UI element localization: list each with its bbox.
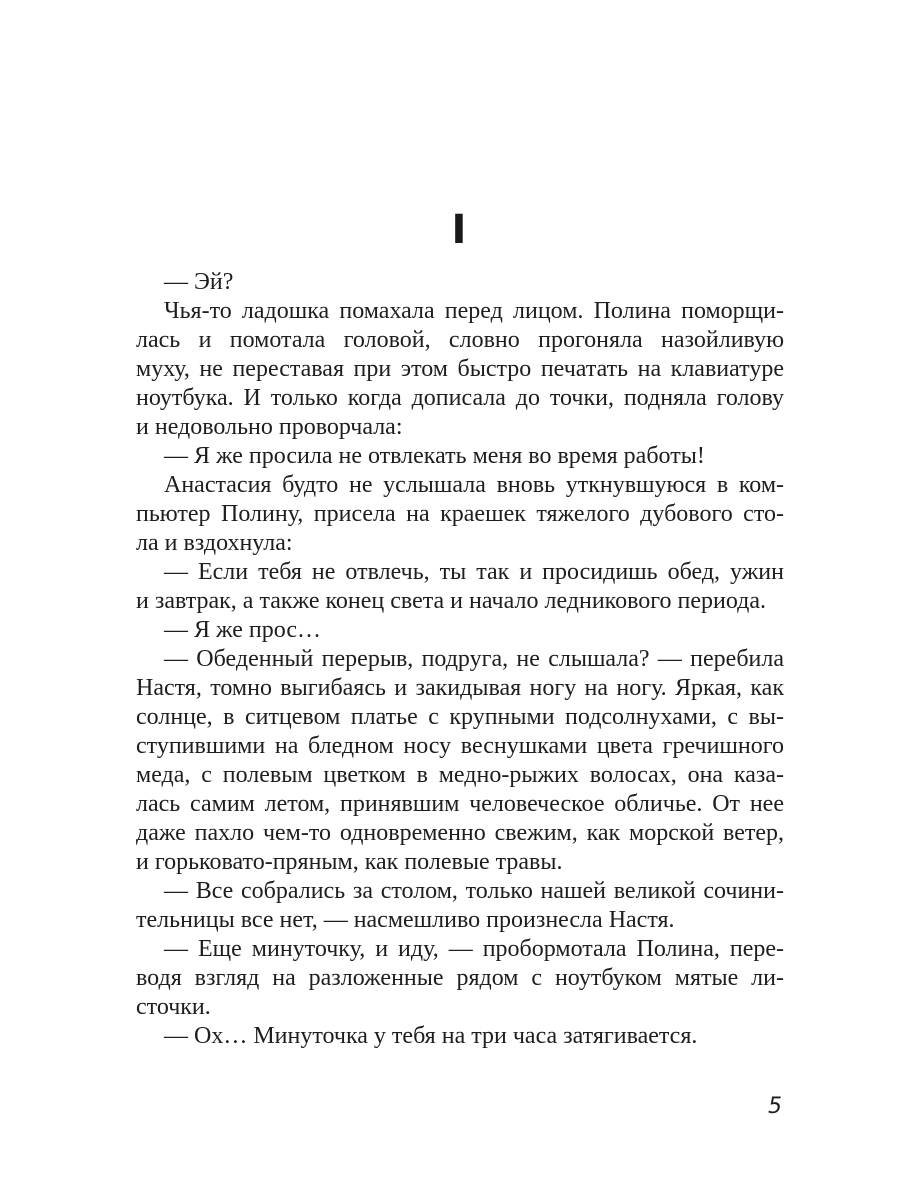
text-line: ступившими на бледном носу веснушками цвета гречишного [136, 733, 784, 759]
paragraph-dialogue [136, 616, 784, 645]
text-line: — Я же прос… [164, 617, 322, 643]
paragraph-dialogue [136, 935, 784, 1022]
text-line: — Я же просила не отвлекать меня во время работы! [164, 443, 705, 469]
text-line: солнце, в ситцевом платье с крупными подсолнухами, с вы- [136, 704, 784, 730]
paragraph-narration [136, 471, 784, 558]
text-line: тельницы все нет, — насмешливо произнесла Настя. [136, 907, 675, 933]
text-line: и завтрак, а также конец света и начало ледникового периода. [136, 588, 767, 614]
paragraph-dialogue [136, 558, 784, 616]
paragraph-narration [136, 297, 784, 442]
paragraph-dialogue [136, 645, 784, 877]
text-line: ла и вздохнула: [136, 530, 293, 556]
text-line: даже пахло чем-то одновременно свежим, как морской ветер, [136, 820, 784, 846]
paragraph-dialogue [136, 1022, 784, 1051]
text-line: лась самим летом, принявшим человеческое обличье. От нее [136, 791, 784, 817]
text-line: меда, с полевым цветком в медно-рыжих волосах, она каза- [136, 762, 784, 788]
text-line: и горьковато-пряным, как полевые травы. [136, 849, 563, 875]
text-line: — Эй? [164, 269, 234, 295]
paragraph-dialogue [136, 268, 784, 297]
text-line: — Если тебя не отвлечь, ты так и просидишь обед, ужин [164, 559, 784, 585]
body-text [136, 268, 784, 1051]
text-line: пьютер Полину, присела на краешек тяжелого дубового сто- [136, 501, 784, 527]
text-line: сточки. [136, 994, 211, 1020]
text-line: муху, не переставая при этом быстро печатать на клавиатуре [136, 356, 784, 382]
text-line: — Обеденный перерыв, подруга, не слышала? — перебила [164, 646, 784, 672]
text-line: — Ох… Минуточка у тебя на три часа затягивается. [164, 1023, 698, 1049]
paragraph-dialogue [136, 442, 784, 471]
text-line: — Еще минуточку, и иду, — пробормотала Полина, пере- [164, 936, 784, 962]
text-line: лась и помотала головой, словно прогоняла назойливую [136, 327, 784, 353]
text-line: Настя, томно выгибаясь и закидывая ногу на ногу. Яркая, как [136, 675, 784, 701]
paragraph-dialogue [136, 877, 784, 935]
text-line: и недовольно проворчала: [136, 414, 403, 440]
text-line: водя взгляд на разложенные рядом с ноутбуком мятые ли- [136, 965, 784, 991]
text-line: Чья-то ладошка помахала перед лицом. Полина поморщи- [164, 298, 784, 324]
text-line: ноутбука. И только когда дописала до точки, подняла голову [136, 385, 784, 411]
page-number: 5 [768, 1094, 782, 1119]
text-line: — Все собрались за столом, только нашей великой сочини- [164, 878, 784, 904]
text-line: Анастасия будто не услышала вновь уткнувшуюся в ком- [164, 472, 784, 498]
chapter-heading: I [451, 207, 467, 253]
